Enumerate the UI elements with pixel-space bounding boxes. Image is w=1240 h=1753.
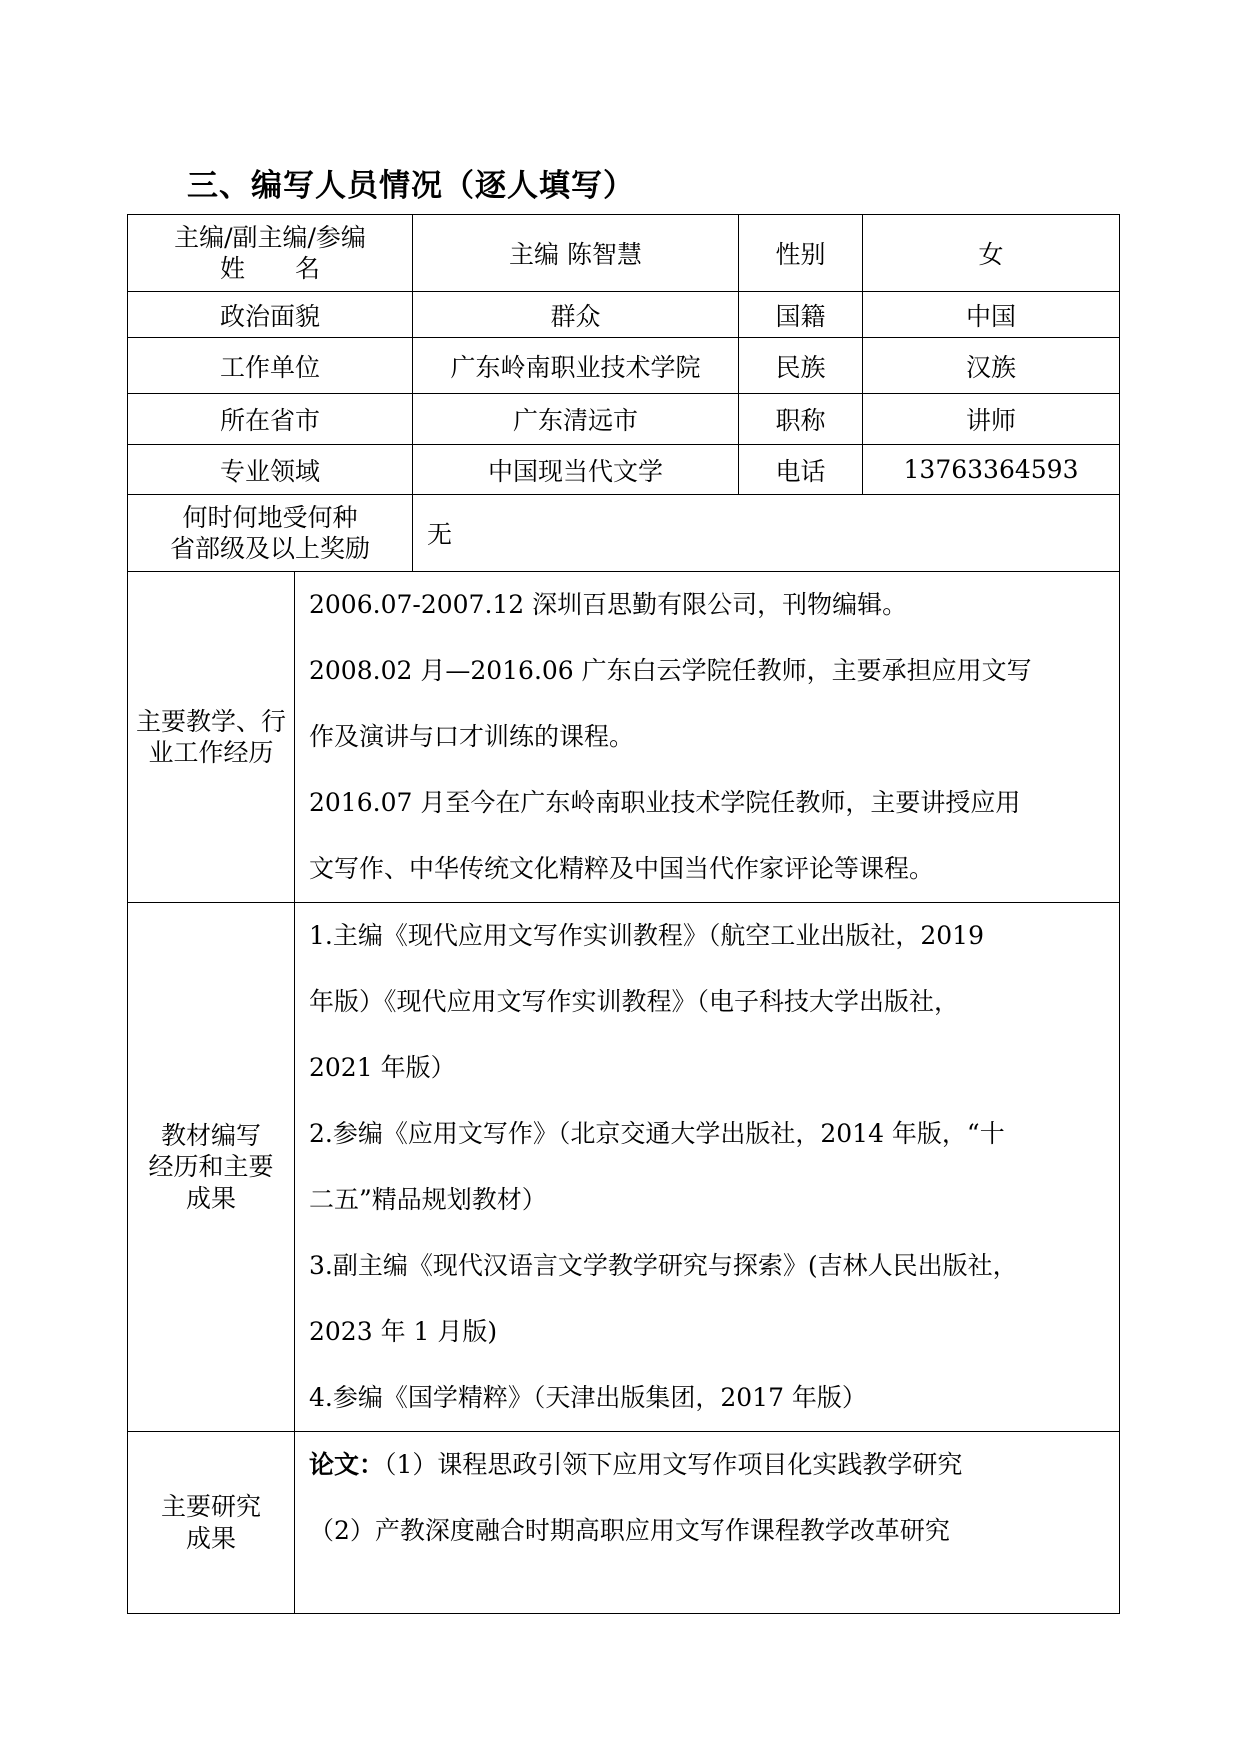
row-location [128,394,1120,445]
paper-label: 论文： [309,1450,385,1479]
row-textbooks [128,903,1120,1432]
research-label-line1: 主要研究 [160,1492,261,1522]
textbooks-label-line3: 成果 [185,1183,236,1213]
location-value: 广东清远市 [413,394,739,445]
phone-value: 13763364593 [863,445,1120,495]
title-label: 职称 [739,394,863,445]
nationality-value: 中国 [863,292,1120,338]
employer-label: 工作单位 [128,338,413,394]
textbooks-label-line2: 经历和主要 [148,1152,274,1182]
location-label: 所在省市 [128,394,413,445]
research-paper-1: （1）课程思政引领下应用文写作项目化实践教学研究 [384,1450,963,1479]
role-label-line2: 姓 名 [220,254,321,283]
experience-line-4: 2016.07 月至今在广东岭南职业技术学院任教师，主要讲授应用 [309,788,1021,817]
author-info-table [127,214,1120,1614]
experience-label-line2: 业工作经历 [148,738,274,767]
field-value: 中国现当代文学 [413,445,739,495]
textbooks-line-8: 4.参编《国学精粹》（天津出版集团，2017 年版） [309,1383,867,1412]
textbooks-line-7: 2023 年 1 月版) [309,1317,498,1346]
textbooks-line-2: 年版）《现代应用文写作实训教程》（电子科技大学出版社， [309,987,960,1016]
field-label: 专业领域 [128,445,413,495]
textbooks-line-3: 2021 年版） [309,1053,456,1082]
section-title: 三、编写人员情况（逐人填写） [187,168,635,204]
awards-label-line1: 何时何地受何种 [182,502,358,532]
awards-label-line2: 省部级及以上奖励 [170,534,371,563]
textbooks-line-5: 二五”精品规划教材） [309,1185,547,1214]
role-label-line1: 主编/副主编/参编 [174,222,366,252]
row-experience [128,572,1120,903]
research-label [128,1432,295,1614]
experience-line-5: 文写作、中华传统文化精粹及中国当代作家评论等课程。 [309,854,935,883]
row-name [128,215,1120,292]
political-value: 群众 [413,292,739,338]
experience-label-line1: 主要教学、行 [135,706,286,736]
research-line-1 [295,1432,1119,1498]
textbooks-label [128,903,295,1432]
experience-line-1: 2006.07-2007.12 深圳百思勤有限公司，刊物编辑。 [309,590,908,619]
textbooks-label-line1: 教材编写 [160,1121,261,1151]
experience-label [128,572,295,903]
textbooks-line-1: 1.主编《现代应用文写作实训教程》（航空工业出版社，2019 [309,921,984,950]
research-line-2: （2）产教深度融合时期高职应用文写作课程教学改革研究 [309,1516,950,1545]
ethnicity-label: 民族 [739,338,863,394]
phone-label: 电话 [739,445,863,495]
name-value: 主编 陈智慧 [413,215,739,292]
experience-line-2: 2008.02 月—2016.06 广东白云学院任教师，主要承担应用文写 [309,656,1032,685]
row-employer [128,338,1120,394]
textbooks-content [295,903,1120,1432]
ethnicity-value: 汉族 [863,338,1120,394]
employer-value: 广东岭南职业技术学院 [413,338,739,394]
experience-line-3: 作及演讲与口才训练的课程。 [309,722,635,751]
research-content [295,1432,1120,1614]
row-research [128,1432,1120,1614]
political-label: 政治面貌 [128,292,413,338]
research-label-line2: 成果 [185,1523,236,1553]
nationality-label: 国籍 [739,292,863,338]
title-value: 讲师 [863,394,1120,445]
experience-content [295,572,1120,903]
row-political [128,292,1120,338]
gender-value: 女 [863,215,1120,292]
textbooks-line-4: 2.参编《应用文写作》（北京交通大学出版社，2014 年版，“十 [309,1119,1005,1148]
textbooks-line-6: 3.副主编《现代汉语言文学教学研究与探索》(吉林人民出版社， [309,1251,1018,1280]
row-field [128,445,1120,495]
awards-value: 无 [413,495,1120,572]
role-label [128,215,413,292]
gender-label: 性别 [739,215,863,292]
awards-label [128,495,413,572]
row-awards [128,495,1120,572]
